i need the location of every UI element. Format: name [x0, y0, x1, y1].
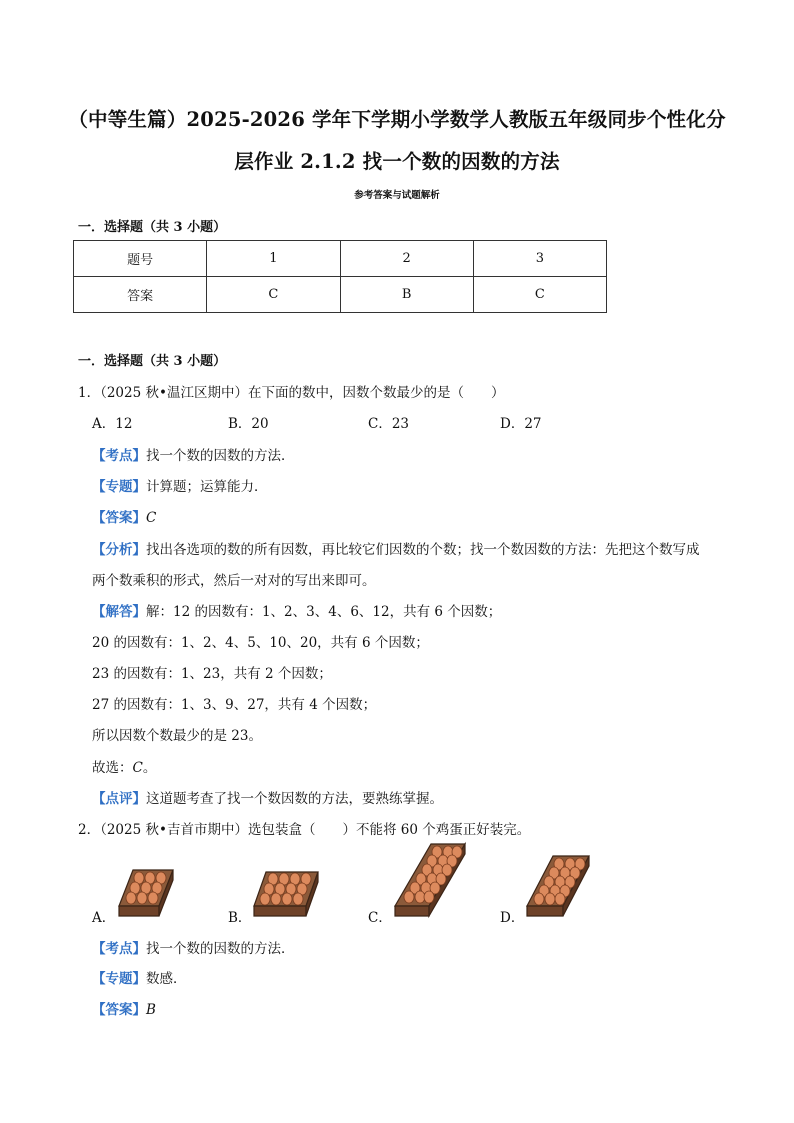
zhuanti-tag: 【专题】 — [92, 479, 146, 495]
q2-option-b: B． — [228, 910, 252, 926]
egg-tray-b-image — [252, 866, 320, 920]
fenxi-text-1: 找出各选项的数的所有因数，再比较它们因数的个数；找一个数因数的方法：先把这个数写成 — [146, 542, 700, 558]
kaodian-text: 找一个数的因数的方法． — [146, 448, 295, 464]
q1-stem: 1．（2025 秋•温江区期中）在下面的数中，因数个数最少的是（ ） — [78, 385, 505, 401]
kaodian-text: 找一个数的因数的方法． — [146, 941, 295, 957]
title-line-2: 层作业 2.1.2 找一个数的因数的方法 — [234, 150, 560, 173]
table-cell: 3 — [473, 241, 606, 277]
answer-table — [73, 240, 607, 313]
q1-dianping — [92, 787, 443, 807]
q1-jieda-2: 20 的因数有：1、2、4、5、10、20，共有 6 个因数； — [92, 635, 429, 651]
q1-jieda-6 — [92, 756, 156, 776]
q1-jieda-4: 27 的因数有：1、3、9、27，共有 4 个因数； — [92, 697, 377, 713]
q1-option-c: C．23 — [368, 416, 410, 432]
detail-section-heading: 一．选择题（共 3 小题） — [78, 354, 227, 369]
jieda6-prefix: 故选： — [92, 760, 133, 776]
egg-tray-a-image — [117, 866, 175, 920]
q1-jieda-3: 23 的因数有：1、23，共有 2 个因数； — [92, 666, 332, 682]
table-cell: C — [207, 277, 340, 313]
table-row — [74, 241, 607, 277]
jieda6-answer: C — [132, 760, 143, 776]
table-cell: 答案 — [74, 277, 207, 313]
q1-fenxi-1 — [92, 538, 700, 558]
table-row — [74, 277, 607, 313]
table-cell: B — [340, 277, 473, 313]
q2-option-d: D． — [500, 910, 525, 926]
q2-stem: 2．（2025 秋•吉首市期中）选包装盒（ ）不能将 60 个鸡蛋正好装完。 — [78, 822, 531, 838]
egg-tray-d-image — [525, 852, 591, 920]
q1-jieda-5: 所以因数个数最少的是 23。 — [92, 728, 262, 744]
zhuanti-text: 数感． — [146, 971, 187, 987]
q1-zhuanti — [92, 475, 268, 495]
kaodian-tag: 【考点】 — [92, 941, 146, 957]
answer-section-heading: 一．选择题（共 3 小题） — [78, 220, 227, 235]
jieda-text-1: 解：12 的因数有：1、2、3、4、6、12，共有 6 个因数； — [146, 604, 502, 620]
q1-daan — [92, 506, 156, 526]
table-cell: C — [473, 277, 606, 313]
daan-tag: 【答案】 — [92, 1002, 146, 1018]
dianping-text: 这道题考查了找一个数因数的方法，要熟练掌握。 — [146, 791, 443, 807]
q1-jieda-1 — [92, 600, 501, 620]
q2-zhuanti — [92, 967, 187, 987]
kaodian-tag: 【考点】 — [92, 448, 146, 464]
q2-daan — [92, 998, 156, 1018]
daan-text: B — [146, 1002, 156, 1018]
jieda-tag: 【解答】 — [92, 604, 146, 620]
table-cell: 1 — [207, 241, 340, 277]
q2-option-a: A． — [92, 910, 116, 926]
q1-fenxi-2: 两个数乘积的形式，然后一对对的写出来即可。 — [92, 573, 376, 589]
jieda6-suffix: 。 — [142, 760, 157, 776]
egg-tray-c-image — [393, 840, 467, 920]
daan-text: C — [146, 510, 157, 526]
table-cell: 2 — [340, 241, 473, 277]
zhuanti-tag: 【专题】 — [92, 971, 146, 987]
dianping-tag: 【点评】 — [92, 791, 146, 807]
fenxi-tag: 【分析】 — [92, 542, 146, 558]
zhuanti-text: 计算题；运算能力． — [146, 479, 268, 495]
table-cell: 题号 — [74, 241, 207, 277]
q1-kaodian — [92, 444, 295, 464]
title-line-1: （中等生篇）2025-2026 学年下学期小学数学人教版五年级同步个性化分 — [68, 108, 726, 131]
q2-option-c: C． — [368, 910, 392, 926]
q2-kaodian — [92, 937, 295, 957]
subtitle: 参考答案与试题解析 — [354, 190, 440, 201]
q1-option-d: D．27 — [500, 416, 542, 432]
q1-option-a: A．12 — [92, 416, 133, 432]
daan-tag: 【答案】 — [92, 510, 146, 526]
q1-option-b: B．20 — [228, 416, 269, 432]
